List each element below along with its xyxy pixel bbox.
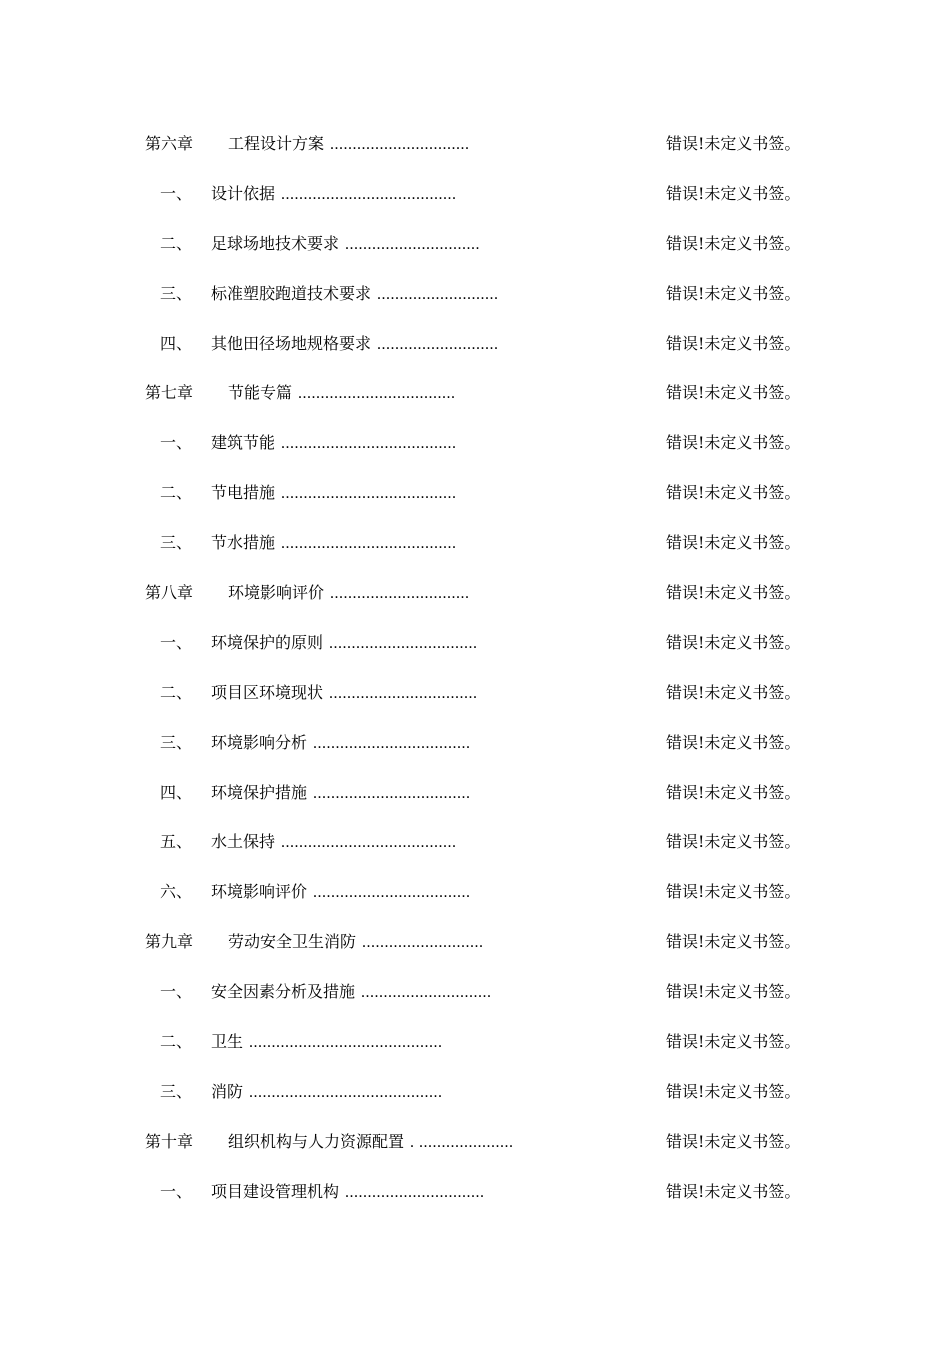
toc-entry-title-text: 劳动安全卫生消防 <box>228 932 357 952</box>
toc-section-entry[interactable] <box>0 616 950 666</box>
toc-page-reference: 错误!未定义书签。 <box>666 1081 801 1101</box>
toc-entry-number: 三、 <box>160 533 193 553</box>
toc-entry-number: 一、 <box>160 982 193 1002</box>
toc-page-reference: 错误!未定义书签。 <box>666 134 801 153</box>
toc-page-reference: 错误!未定义书签。 <box>666 732 801 752</box>
toc-entry-number: 二、 <box>160 682 193 702</box>
toc-entry-title <box>228 131 470 154</box>
toc-entry-number: 四、 <box>160 333 193 353</box>
toc-leader-dots: ........................... <box>362 934 484 952</box>
toc-section-entry[interactable] <box>0 167 950 217</box>
toc-entry-title <box>211 331 499 354</box>
toc-entry-number: 第六章 <box>145 134 194 153</box>
toc-entry-title <box>211 530 457 553</box>
toc-section-entry[interactable] <box>0 666 950 716</box>
toc-entry-title-text: 其他田径场地规格要求 <box>211 333 372 353</box>
toc-section-entry[interactable] <box>0 217 950 267</box>
toc-entry-number: 第八章 <box>145 583 194 603</box>
toc-section-entry[interactable] <box>0 267 950 317</box>
toc-leader-dots: ................................... <box>298 385 456 403</box>
toc-page-reference: 错误!未定义书签。 <box>666 1181 801 1201</box>
toc-entry-title <box>211 430 457 453</box>
toc-section-entry[interactable] <box>0 716 950 766</box>
toc-leader-dots: ............................. <box>361 984 492 1002</box>
toc-entry-number: 六、 <box>160 882 193 902</box>
toc-leader-dots: .............................. <box>345 235 481 253</box>
toc-chapter-entry[interactable] <box>0 566 950 616</box>
toc-entry-title <box>211 730 471 753</box>
toc-entry-title-text: 卫生 <box>211 1032 244 1052</box>
toc-entry-title <box>211 1029 443 1052</box>
toc-entry-title <box>211 1179 485 1202</box>
toc-page-reference: 错误!未定义书签。 <box>666 483 801 503</box>
toc-leader-dots: ........................... <box>377 285 499 303</box>
toc-entry-title-text: 工程设计方案 <box>228 134 325 153</box>
toc-page-reference: 错误!未定义书签。 <box>666 932 801 952</box>
toc-entry-number: 二、 <box>160 233 193 253</box>
toc-page-reference: 错误!未定义书签。 <box>666 283 801 303</box>
toc-chapter-entry[interactable] <box>0 915 950 965</box>
toc-section-entry[interactable] <box>0 815 950 865</box>
toc-entry-number: 一、 <box>160 433 193 453</box>
toc-entry-title <box>211 979 492 1002</box>
toc-entry-title-text: 建筑节能 <box>211 433 276 453</box>
toc-leader-dots: ............................... <box>330 136 470 153</box>
toc-section-entry[interactable] <box>0 466 950 516</box>
toc-entry-title-text: 足球场地技术要求 <box>211 233 340 253</box>
toc-entry-title-text: 组织机构与人力资源配置 <box>228 1131 405 1151</box>
toc-entry-number: 二、 <box>160 1032 193 1052</box>
toc-entry-title <box>211 281 499 304</box>
toc-entry-title <box>211 1079 443 1102</box>
toc-entry-title-text: 消防 <box>211 1081 244 1101</box>
toc-leader-dots: ........................... <box>377 335 499 353</box>
toc-entry-title <box>211 630 478 653</box>
toc-entry-title <box>211 480 457 503</box>
toc-section-entry[interactable] <box>0 766 950 816</box>
toc-leader-dots: ................................... <box>313 784 471 802</box>
toc-leader-dots: ....................................... <box>281 535 457 553</box>
toc-chapter-entry[interactable] <box>0 117 950 167</box>
toc-entry-title <box>228 1129 514 1152</box>
toc-entry-number: 一、 <box>160 183 193 203</box>
table-of-contents <box>0 117 950 1215</box>
toc-page-reference: 错误!未定义书签。 <box>666 183 801 203</box>
toc-entry-title <box>211 680 478 703</box>
toc-leader-dots: ........................................... <box>249 1083 443 1101</box>
toc-leader-dots: ........................................... <box>249 1034 443 1052</box>
toc-entry-number: 一、 <box>160 1181 193 1201</box>
toc-entry-number: 五、 <box>160 832 193 852</box>
toc-page-reference: 错误!未定义书签。 <box>666 832 801 852</box>
toc-entry-number: 三、 <box>160 1081 193 1101</box>
toc-section-entry[interactable] <box>0 317 950 367</box>
toc-section-entry[interactable] <box>0 1165 950 1215</box>
toc-entry-title <box>211 181 457 204</box>
toc-page-reference: 错误!未定义书签。 <box>666 982 801 1002</box>
toc-entry-title-text: 环境影响评价 <box>228 583 325 603</box>
toc-entry-title-text: 环境保护的原则 <box>211 632 324 652</box>
toc-section-entry[interactable] <box>0 516 950 566</box>
toc-page-reference: 错误!未定义书签。 <box>666 433 801 453</box>
toc-entry-title-text: 项目区环境现状 <box>211 682 324 702</box>
toc-entry-title <box>211 231 480 254</box>
toc-page-reference: 错误!未定义书签。 <box>666 632 801 652</box>
toc-leader-dots: ................................... <box>313 734 471 752</box>
toc-leader-dots: ................................. <box>329 684 478 702</box>
toc-entry-number: 第九章 <box>145 932 194 952</box>
toc-leader-dots: ............................... <box>345 1183 485 1201</box>
toc-leader-dots: ....................................... <box>281 435 457 453</box>
toc-leader-dots: ....................................... <box>281 834 457 852</box>
toc-entry-number: 一、 <box>160 632 193 652</box>
toc-entry-number: 二、 <box>160 483 193 503</box>
toc-section-entry[interactable] <box>0 965 950 1015</box>
toc-entry-title-text: 环境影响分析 <box>211 732 308 752</box>
toc-entry-title-text: 节水措施 <box>211 533 276 553</box>
toc-page-reference: 错误!未定义书签。 <box>666 383 801 403</box>
toc-entry-title <box>228 380 456 403</box>
toc-chapter-entry[interactable] <box>0 366 950 416</box>
toc-entry-number: 第七章 <box>145 383 194 403</box>
toc-entry-title-text: 安全因素分析及措施 <box>211 982 356 1002</box>
toc-page-reference: 错误!未定义书签。 <box>666 533 801 553</box>
toc-entry-number: 三、 <box>160 732 193 752</box>
toc-section-entry[interactable] <box>0 865 950 915</box>
toc-entry-title-text: 环境保护措施 <box>211 782 308 802</box>
toc-entry-title-text: 设计依据 <box>211 183 276 203</box>
toc-entry-title-text: 项目建设管理机构 <box>211 1181 340 1201</box>
toc-leader-dots: ............................... <box>330 585 470 603</box>
toc-entry-number: 三、 <box>160 283 193 303</box>
toc-entry-title-text: 节能专篇 <box>228 383 293 403</box>
toc-entry-title-text: 标准塑胶跑道技术要求 <box>211 283 372 303</box>
toc-chapter-entry[interactable] <box>0 1115 950 1165</box>
toc-page-reference: 错误!未定义书签。 <box>666 682 801 702</box>
toc-leader-dots: ....................................... <box>281 185 457 203</box>
toc-entry-number: 四、 <box>160 782 193 802</box>
toc-page-reference: 错误!未定义书签。 <box>666 583 801 603</box>
toc-entry-title-text: 环境影响评价 <box>211 882 308 902</box>
toc-section-entry[interactable] <box>0 1015 950 1065</box>
toc-leader-dots: ....................................... <box>281 485 457 503</box>
toc-section-entry[interactable] <box>0 416 950 466</box>
toc-section-entry[interactable] <box>0 1065 950 1115</box>
toc-page-reference: 错误!未定义书签。 <box>666 1131 801 1151</box>
toc-page-reference: 错误!未定义书签。 <box>666 782 801 802</box>
toc-page-reference: 错误!未定义书签。 <box>666 233 801 253</box>
toc-entry-title-text: 节电措施 <box>211 483 276 503</box>
toc-page-reference: 错误!未定义书签。 <box>666 882 801 902</box>
toc-page-reference: 错误!未定义书签。 <box>666 1032 801 1052</box>
toc-entry-title <box>211 879 471 902</box>
toc-page-reference: 错误!未定义书签。 <box>666 333 801 353</box>
toc-leader-dots: . ..................... <box>410 1133 514 1151</box>
toc-entry-title-text: 水土保持 <box>211 832 276 852</box>
toc-entry-number: 第十章 <box>145 1131 194 1151</box>
toc-entry-title <box>228 580 470 603</box>
toc-entry-title <box>228 929 484 952</box>
toc-entry-title <box>211 829 457 852</box>
toc-leader-dots: ................................... <box>313 884 471 902</box>
toc-leader-dots: ................................. <box>329 634 478 652</box>
toc-entry-title <box>211 780 471 803</box>
